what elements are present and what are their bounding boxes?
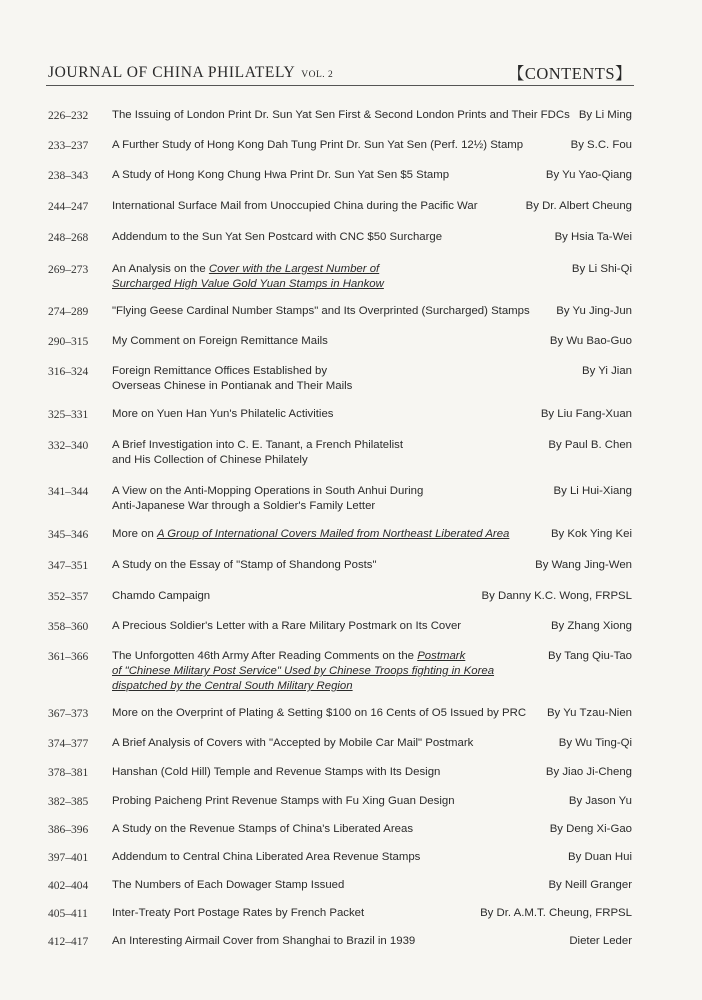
title-line	[112, 878, 522, 893]
title-text: Addendum to Central China Liberated Area Revenue Stamps	[112, 851, 421, 863]
title-emphasis: Cover with the Largest Number of	[208, 263, 380, 275]
article-title	[112, 168, 522, 183]
author: By Li Shi-Qi	[571, 263, 632, 275]
author: By Jiao Ji-Cheng	[545, 766, 632, 778]
author: By Dr. A.M.T. Cheung, FRPSL	[480, 907, 632, 919]
title-text: "Flying Geese Cardinal Number Stamps" and Its Overprinted (Surcharged) Stamps	[112, 305, 530, 317]
page-range: 238–343	[48, 170, 89, 182]
page-range: 367–373	[48, 708, 89, 720]
title-text: Chamdo Campaign	[112, 590, 211, 602]
title-text: A Further Study of Hong Kong Dah Tung Print Dr. Sun Yat Sen (Perf. 12½) Stamp	[112, 139, 524, 151]
title-line	[112, 262, 522, 277]
page-range: 405–411	[48, 908, 88, 920]
author: By Deng Xi-Gao	[549, 823, 632, 835]
title-line	[112, 649, 552, 664]
author: By Kok Ying Kei	[550, 528, 632, 540]
author: By Liu Fang-Xuan	[540, 408, 632, 420]
article-title	[112, 334, 522, 349]
page-range: 233–237	[48, 140, 89, 152]
title-line	[112, 527, 552, 542]
page-range: 358–360	[48, 621, 89, 633]
author: By Yu Tzau-Nien	[546, 707, 632, 719]
title-text: A Study on the Essay of "Stamp of Shandong Posts"	[112, 559, 377, 571]
title-line	[112, 934, 522, 949]
page-range: 226–232	[48, 110, 89, 122]
title-text: An Analysis on the	[112, 263, 209, 275]
page-range: 290–315	[48, 336, 89, 348]
page-range: 332–340	[48, 440, 89, 452]
title-text: An Interesting Airmail Cover from Shanghai to Brazil in 1939	[112, 935, 416, 947]
page-range: 374–377	[48, 738, 89, 750]
title-text: More on Yuen Han Yun's Philatelic Activities	[112, 408, 334, 420]
volume-label: VOL. 2	[301, 70, 334, 80]
title-line	[112, 822, 522, 837]
article-title	[112, 484, 522, 514]
article-title	[112, 438, 522, 468]
title-text: A Precious Soldier's Letter with a Rare Military Postmark on Its Cover	[112, 620, 462, 632]
page-range: 412–417	[48, 936, 89, 948]
article-title	[112, 558, 522, 573]
article-title	[112, 407, 522, 422]
author: By Wu Bao-Guo	[549, 335, 632, 347]
section-heading: 【CONTENTS】	[507, 64, 632, 83]
title-emphasis: Surcharged High Value Gold Yuan Stamps in Hankow	[112, 278, 384, 290]
author: By Tang Qiu-Tao	[548, 650, 632, 662]
article-title	[112, 589, 522, 604]
title-text: More on	[112, 528, 157, 540]
title-line	[112, 407, 522, 422]
article-title	[112, 230, 522, 245]
article-title	[112, 108, 570, 123]
article-title	[112, 262, 522, 292]
page-range: 274–289	[48, 306, 89, 318]
article-title	[112, 934, 522, 949]
title-line	[112, 453, 522, 468]
title-emphasis: of "Chinese Military Post Service" Used by Chinese Troops fighting in Korea	[112, 665, 495, 677]
page-range: 248–268	[48, 232, 89, 244]
title-line	[112, 230, 522, 245]
page-range: 361–366	[48, 651, 89, 663]
title-text: The Issuing of London Print Dr. Sun Yat Sen First & Second London Prints and Their FDCs	[112, 109, 570, 121]
title-line	[112, 765, 522, 780]
title-line	[112, 438, 522, 453]
article-title	[112, 765, 522, 780]
title-text: Addendum to the Sun Yat Sen Postcard with CNC $50 Surcharge	[112, 231, 443, 243]
title-line	[112, 589, 522, 604]
page-range: 378–381	[48, 767, 89, 779]
title-line	[112, 277, 522, 292]
page-range: 386–396	[48, 824, 89, 836]
title-line	[112, 499, 522, 514]
title-text: Inter-Treaty Port Postage Rates by French Packet	[112, 907, 365, 919]
title-line	[112, 619, 522, 634]
title-line	[112, 334, 522, 349]
article-title	[112, 649, 552, 694]
title-text: Probing Paicheng Print Revenue Stamps with Fu Xing Guan Design	[112, 795, 455, 807]
author: Dieter Leder	[569, 935, 632, 947]
title-line	[112, 736, 522, 751]
article-title	[112, 199, 522, 214]
author: By Zhang Xiong	[550, 620, 632, 632]
article-title	[112, 878, 522, 893]
page-range: 316–324	[48, 366, 89, 378]
article-title	[112, 906, 522, 921]
author: By Wu Ting-Qi	[558, 737, 632, 749]
title-text: More on the Overprint of Plating & Setting $100 on 16 Cents of O5 Issued by PRC	[112, 707, 527, 719]
author: By Danny K.C. Wong, FRPSL	[481, 590, 632, 602]
page-range: 402–404	[48, 880, 89, 892]
author: By Hsia Ta-Wei	[554, 231, 632, 243]
title-text: A Brief Investigation into C. E. Tanant, a French Philatelist	[112, 439, 404, 451]
author: By Yu Yao-Qiang	[545, 169, 632, 181]
article-title	[112, 138, 552, 153]
title-line	[112, 706, 552, 721]
title-line	[112, 794, 522, 809]
journal-title-text: JOURNAL OF CHINA PHILATELY	[48, 64, 296, 81]
title-line	[112, 558, 522, 573]
page-range: 352–357	[48, 591, 89, 603]
page-range: 347–351	[48, 560, 89, 572]
title-line	[112, 108, 570, 123]
author: By Li Hui-Xiang	[553, 485, 632, 497]
title-line	[112, 304, 552, 319]
title-text: Overseas Chinese in Pontianak and Their Mails	[112, 380, 353, 392]
author: By Neill Granger	[548, 879, 632, 891]
article-title	[112, 706, 552, 721]
page-range: 269–273	[48, 264, 89, 276]
article-title	[112, 736, 522, 751]
title-text: and His Collection of Chinese Philately	[112, 454, 308, 466]
title-line	[112, 168, 522, 183]
page-range: 244–247	[48, 201, 89, 213]
page-range: 397–401	[48, 852, 89, 864]
title-text: My Comment on Foreign Remittance Mails	[112, 335, 328, 347]
title-line	[112, 679, 552, 694]
title-text: A View on the Anti-Mopping Operations in South Anhui During	[112, 485, 424, 497]
title-line	[112, 379, 522, 394]
page-range: 345–346	[48, 529, 89, 541]
article-title	[112, 304, 552, 319]
article-title	[112, 527, 552, 542]
article-title	[112, 794, 522, 809]
title-text: International Surface Mail from Unoccupied China during the Pacific War	[112, 200, 478, 212]
author: By Li Ming	[578, 109, 632, 121]
title-text: A Study on the Revenue Stamps of China's Liberated Areas	[112, 823, 414, 835]
title-emphasis: Postmark	[417, 650, 466, 662]
title-line	[112, 484, 522, 499]
title-line	[112, 364, 522, 379]
title-text: A Brief Analysis of Covers with "Accepted by Mobile Car Mail" Postmark	[112, 737, 474, 749]
article-title	[112, 850, 522, 865]
author: By Dr. Albert Cheung	[525, 200, 632, 212]
title-line	[112, 138, 552, 153]
title-line	[112, 664, 552, 679]
article-title	[112, 364, 522, 394]
author: By Yi Jian	[581, 365, 632, 377]
page-range: 325–331	[48, 409, 89, 421]
page-range: 341–344	[48, 486, 89, 498]
author: By Yu Jing-Jun	[556, 305, 632, 317]
title-emphasis: A Group of International Covers Mailed from Northeast Liberated Area	[156, 528, 510, 540]
author: By Jason Yu	[568, 795, 632, 807]
author: By S.C. Fou	[570, 139, 632, 151]
title-text: The Numbers of Each Dowager Stamp Issued	[112, 879, 345, 891]
article-title	[112, 822, 522, 837]
title-text: The Unforgotten 46th Army After Reading Comments on the	[112, 650, 418, 662]
title-text: Hanshan (Cold Hill) Temple and Revenue Stamps with Its Design	[112, 766, 441, 778]
article-title	[112, 619, 522, 634]
title-emphasis: dispatched by the Central South Military Region	[112, 680, 353, 692]
title-line	[112, 199, 522, 214]
title-text: A Study of Hong Kong Chung Hwa Print Dr. Sun Yat Sen $5 Stamp	[112, 169, 450, 181]
title-text: Anti-Japanese War through a Soldier's Family Letter	[112, 500, 376, 512]
page-range: 382–385	[48, 796, 89, 808]
author: By Wang Jing-Wen	[535, 559, 632, 571]
title-line	[112, 850, 522, 865]
title-text: Foreign Remittance Offices Established by	[112, 365, 328, 377]
author: By Duan Hui	[568, 851, 632, 863]
title-line	[112, 906, 522, 921]
author: By Paul B. Chen	[548, 439, 632, 451]
